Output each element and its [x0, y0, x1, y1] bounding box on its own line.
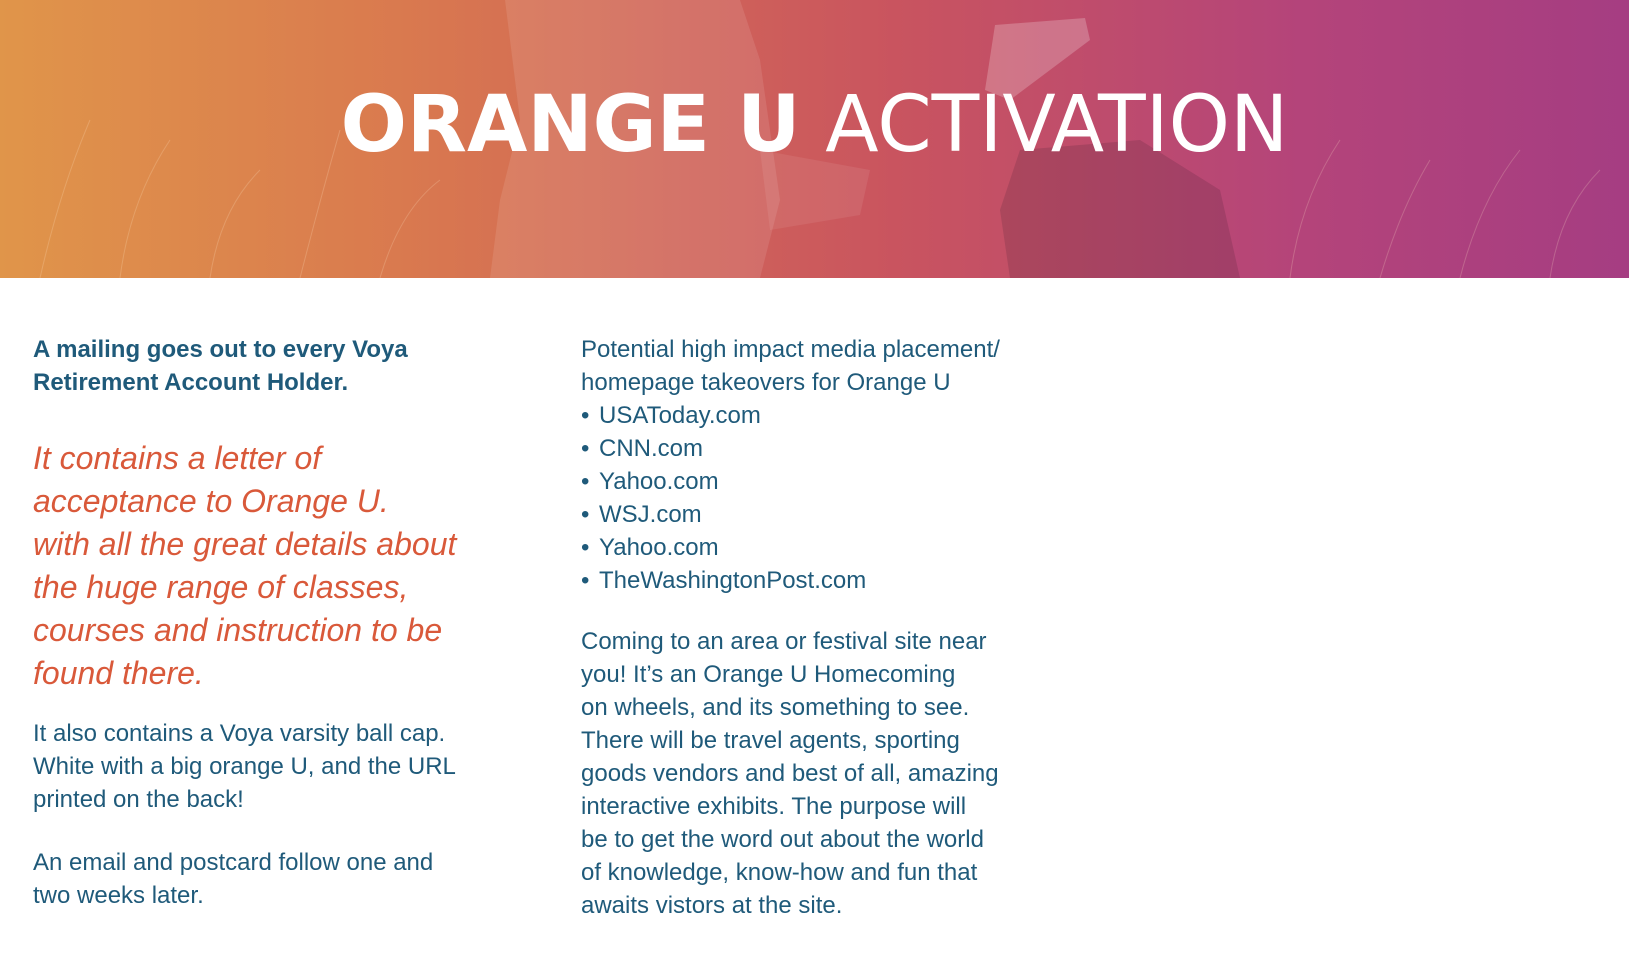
paragraph-line: It also contains a Voya varsity ball cap. — [33, 720, 446, 747]
list-item: • USAToday.com — [581, 399, 1101, 432]
acceptance-callout — [33, 437, 533, 695]
list-item: • TheWashingtonPost.com — [581, 564, 1101, 597]
media-placement-intro — [581, 333, 1101, 399]
ball-cap-paragraph — [33, 717, 533, 816]
paragraph-line: of knowledge, know-how and fun that — [581, 859, 978, 886]
paragraph-line: Coming to an area or festival site near — [581, 628, 987, 655]
callout-line: found there. — [33, 655, 204, 691]
paragraph-line: you! It’s an Orange U Homecoming — [581, 661, 956, 688]
list-item: • Yahoo.com — [581, 531, 1101, 564]
left-column — [33, 333, 533, 912]
paragraph-line: goods vendors and best of all, amazing — [581, 760, 999, 787]
middle-column — [581, 333, 1101, 922]
callout-line: acceptance to Orange U. — [33, 483, 389, 519]
paragraph-line: on wheels, and its something to see. — [581, 694, 970, 721]
paragraph-line: two weeks later. — [33, 882, 204, 909]
callout-line: with all the great details about — [33, 526, 457, 562]
paragraph-line: printed on the back! — [33, 786, 244, 813]
homecoming-paragraph — [581, 625, 1101, 922]
paragraph-line: interactive exhibits. The purpose will — [581, 793, 967, 820]
page-title — [0, 80, 1629, 170]
paragraph-line: awaits vistors at the site. — [581, 892, 843, 919]
list-item: • WSJ.com — [581, 498, 1101, 531]
intro-line: homepage takeovers for Orange U — [581, 369, 951, 396]
hero-banner — [0, 0, 1629, 278]
paragraph-line: be to get the word out about the world — [581, 826, 984, 853]
lead-text: A mailing goes out to every Voya Retirement Account Holder. — [33, 336, 408, 396]
followup-paragraph — [33, 846, 533, 912]
paragraph-line: There will be travel agents, sporting — [581, 727, 960, 754]
callout-line: the huge range of classes, — [33, 569, 409, 605]
list-item: • CNN.com — [581, 432, 1101, 465]
paragraph-line: White with a big orange U, and the URL — [33, 753, 456, 780]
intro-line: Potential high impact media placement/ — [581, 336, 1000, 363]
title-bold-part: ORANGE U — [340, 80, 801, 170]
paragraph-line: An email and postcard follow one and — [33, 849, 434, 876]
title-light-part: ACTIVATION — [825, 80, 1289, 170]
callout-line: courses and instruction to be — [33, 612, 443, 648]
callout-line: It contains a letter of — [33, 440, 322, 476]
list-item: • Yahoo.com — [581, 465, 1101, 498]
media-sites-list — [581, 399, 1101, 597]
